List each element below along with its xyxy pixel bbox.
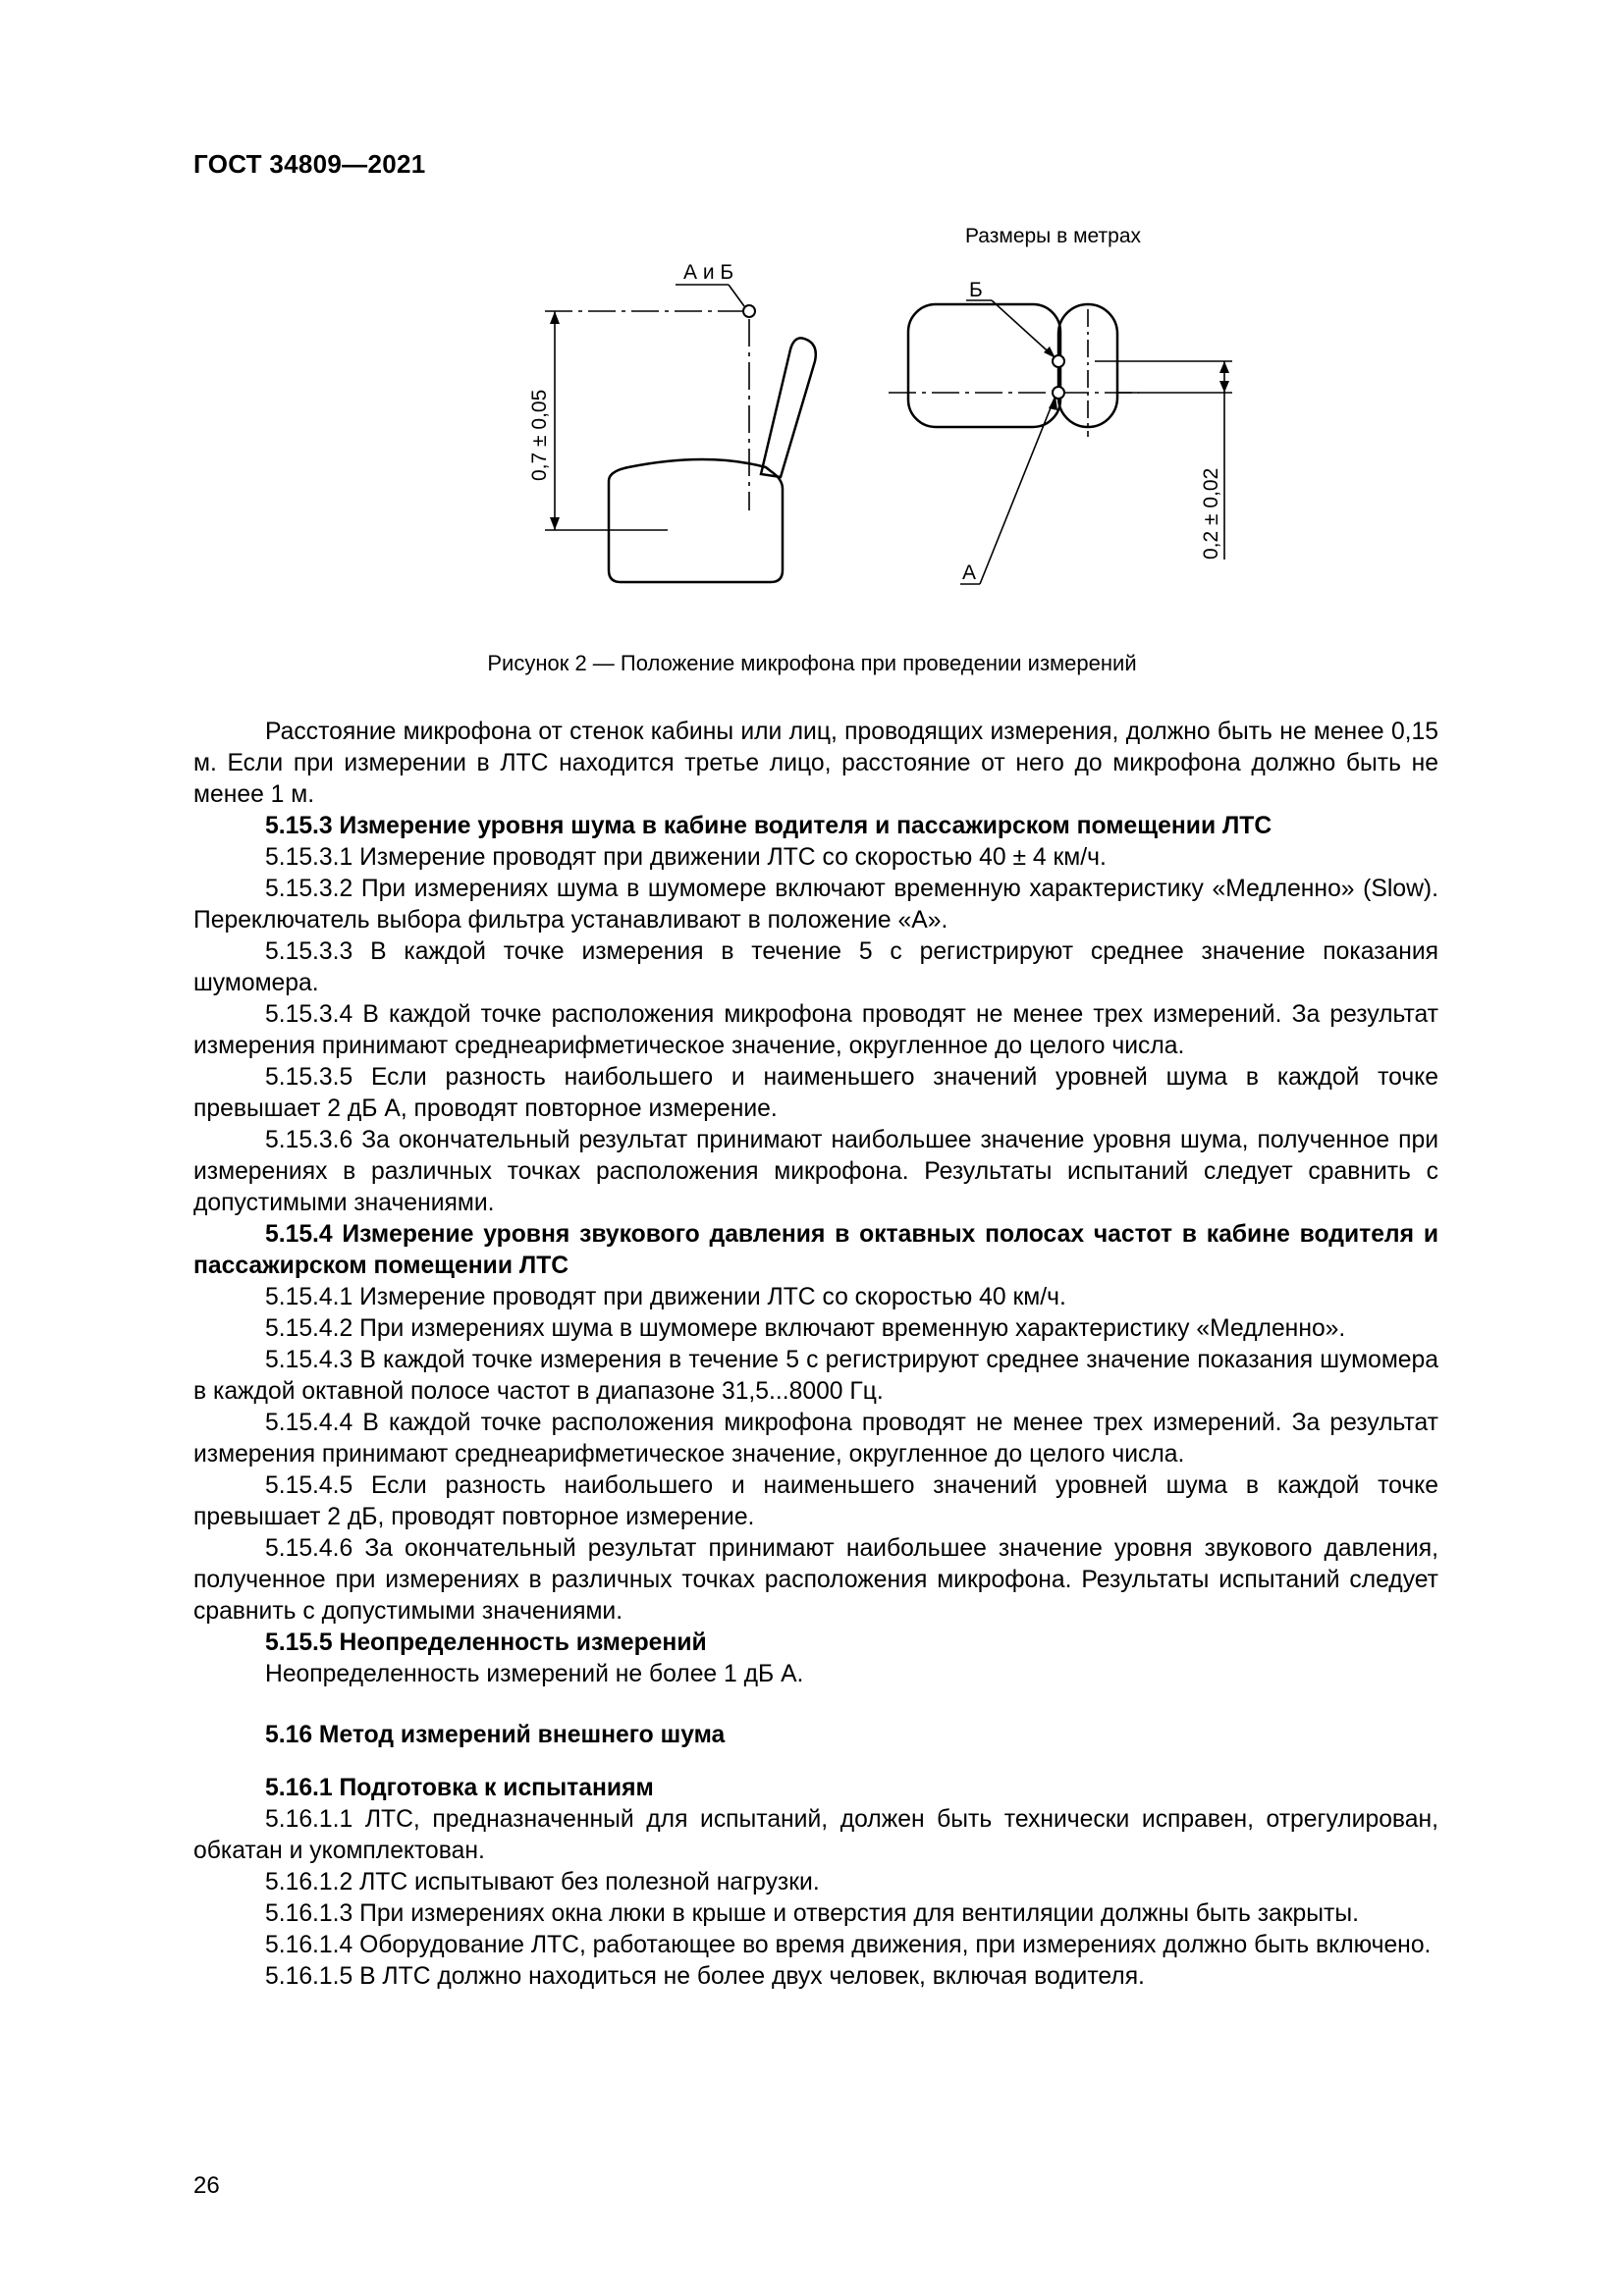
label-b: Б (969, 279, 983, 301)
paragraph: 5.15.4.6 За окончательный результат принимают наибольшее значение уровня звукового давления, полученное при измерениях в различных точках расположения микрофона. Результаты испытаний следует сравнить с допустимыми значениями. (193, 1535, 1438, 1625)
paragraph: 5.16.1.1 ЛТС, предназначенный для испытаний, должен быть технически исправен, отрегулирован, обкатан и укомплектован. (193, 1806, 1438, 1864)
paragraph: 5.15.4.2 При измерениях шума в шумомере включают временную характеристику «Медленно». (265, 1315, 1346, 1342)
paragraph: 5.15.3.4 В каждой точке расположения микрофона проводят не менее трех измерений. За результат измерения принимают среднеарифметическое значение, округленное до целого числа. (193, 1001, 1438, 1059)
seat-back (761, 338, 816, 477)
paragraph: 5.15.3.5 Если разность наибольшего и наименьшего значений уровней шума в каждой точке превышает 2 дБ А, проводят повторное измерение. (193, 1064, 1438, 1122)
document-header: ГОСТ 34809—2021 (193, 149, 426, 179)
section-heading: 5.15.3 Измерение уровня шума в кабине водителя и пассажирском помещении ЛТС (265, 813, 1272, 839)
paragraph: 5.15.4.4 В каждой точке расположения микрофона проводят не менее трех измерений. За результат измерения принимают среднеарифметическое значение, округленное до целого числа. (193, 1410, 1438, 1468)
paragraph: 5.16.1.2 ЛТС испытывают без полезной нагрузки. (265, 1869, 820, 1896)
paragraph: 5.15.3.1 Измерение проводят при движении ЛТС со скоростью 40 ± 4 км/ч. (265, 844, 1107, 871)
page-number: 26 (193, 2172, 220, 2199)
mic-point-ab (743, 305, 755, 317)
figure-drawing (511, 245, 1222, 599)
dim-label-vertical: 0,7 ± 0,05 (528, 389, 551, 481)
paragraph: 5.15.4.3 В каждой точке измерения в течение 5 с регистрируют среднее значение показания шумомера в каждой октавной полосе частот в диапазоне 31,5...8000 Гц. (193, 1347, 1438, 1405)
section-heading: 5.15.4 Измерение уровня звукового давления в октавных полосах частот в кабине водителя и пассажирском помещении ЛТС (193, 1221, 1438, 1279)
paragraph: 5.15.3.6 За окончательный результат принимают наибольшее значение уровня шума, полученное при измерениях в различных точках расположения микрофона. Результаты испытаний следует сравнить с допустимыми значениями. (193, 1127, 1438, 1216)
section-heading: 5.16.1 Подготовка к испытаниям (265, 1775, 654, 1801)
paragraph: 5.16.1.3 При измерениях окна люки в крыше и отверстия для вентиляции должны быть закрыты. (265, 1900, 1359, 1927)
paragraph: 5.16.1.4 Оборудование ЛТС, работающее во время движения, при измерениях должно быть включено. (265, 1932, 1432, 1958)
label-a-and-b: А и Б (683, 261, 734, 284)
dimensions-note: Размеры в метрах (965, 225, 1141, 247)
dim-label-horizontal: 0,2 ± 0,02 (1200, 467, 1222, 560)
paragraph: Расстояние микрофона от стенок кабины или лиц, проводящих измерения, должно быть не менее 0,15 м. Если при измерении в ЛТС находится третье лицо, расстояние от него до микрофона должно быть не менее 1 м. (193, 719, 1438, 808)
figure-caption: Рисунок 2 — Положение микрофона при проведении измерений (487, 651, 1137, 675)
seat-top-view-cushion (908, 304, 1060, 427)
section-heading: 5.15.5 Неопределенность измерений (265, 1629, 707, 1656)
section-heading: 5.16 Метод измерений внешнего шума (265, 1722, 726, 1748)
paragraph: 5.15.3.2 При измерениях шума в шумомере включают временную характеристику «Медленно» (Slow). Переключатель выбора фильтра устанавливают в положение «А». (193, 876, 1438, 934)
paragraph: 5.16.1.5 В ЛТС должно находиться не более двух человек, включая водителя. (265, 1963, 1145, 1990)
paragraph: 5.15.3.3 В каждой точке измерения в течение 5 с регистрируют среднее значение показания шумомера. (193, 938, 1438, 996)
microphone-position-figure (511, 245, 1222, 599)
paragraph: Неопределенность измерений не более 1 дБ А. (265, 1661, 804, 1687)
body-text (193, 717, 1438, 1993)
mic-point-a (1053, 387, 1064, 399)
label-a: А (962, 561, 977, 584)
seat-cushion (609, 459, 783, 582)
paragraph: 5.15.4.1 Измерение проводят при движении ЛТС со скоростью 40 км/ч. (265, 1284, 1066, 1310)
mic-point-b (1053, 355, 1064, 367)
paragraph: 5.15.4.5 Если разность наибольшего и наименьшего значений уровней шума в каждой точке превышает 2 дБ, проводят повторное измерение. (193, 1472, 1438, 1530)
